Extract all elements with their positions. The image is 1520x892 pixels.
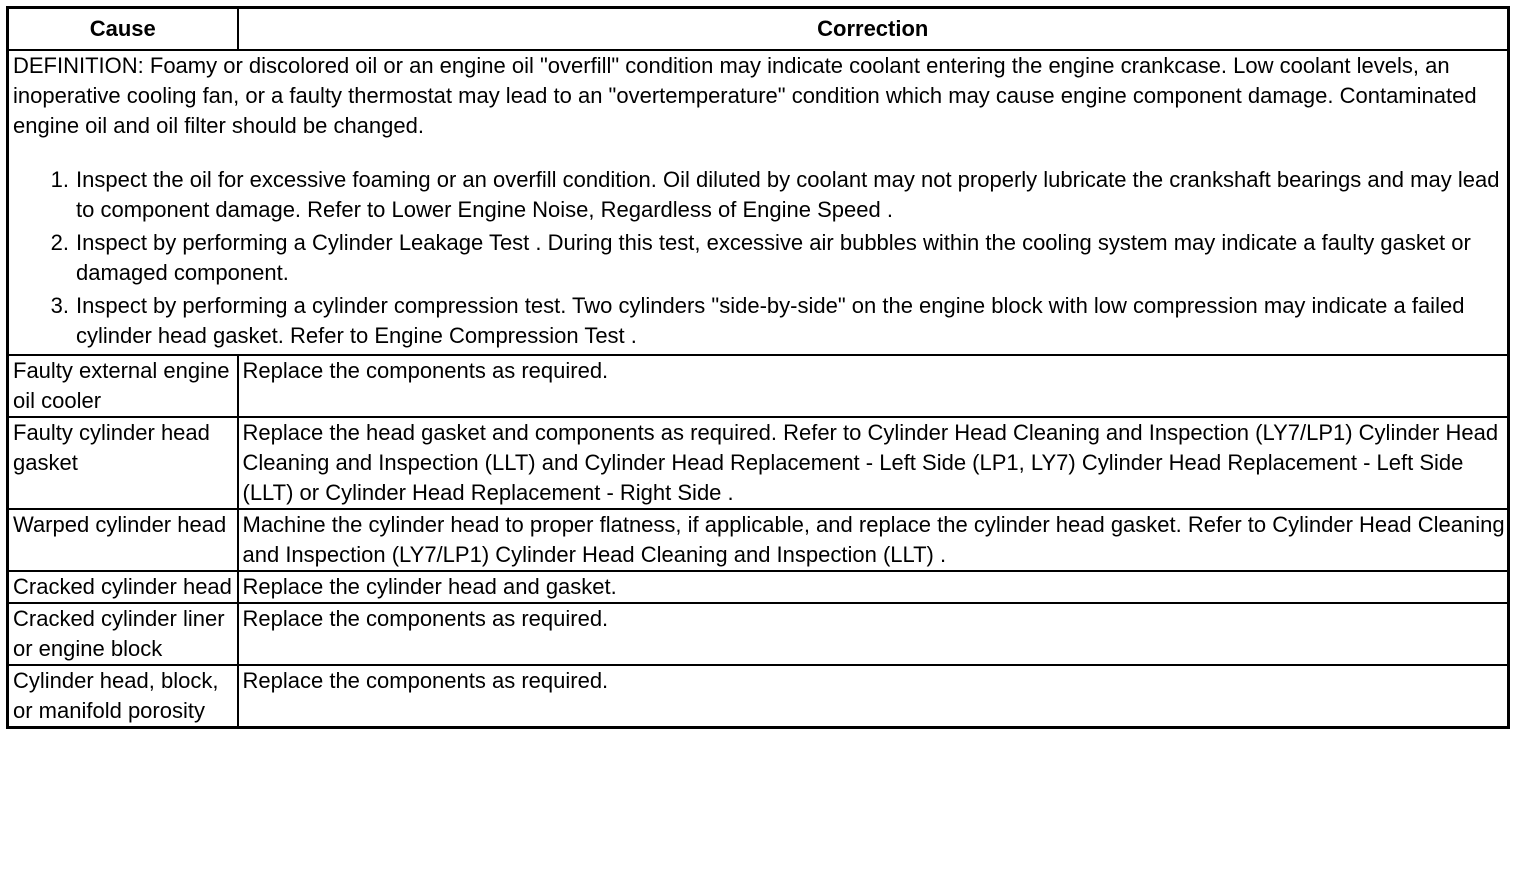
cause-cell: Cracked cylinder head: [8, 571, 238, 603]
step-text: Inspect by performing a Cylinder Leakage Test . During this test, excessive air bubbles within the cooling system may indicate a faulty gasket or damaged component.: [76, 230, 1471, 285]
cause-cell: Faulty external engine oil cooler: [8, 355, 238, 417]
definition-text: DEFINITION: Foamy or discolored oil or an engine oil "overfill" condition may indicate coolant entering the engine crankcase. Low coolant levels, an inoperative cooling fan, or a faulty thermostat may lead to an "overtemperature" condition which may cause engine component damage. Contaminated engine oil and oil filter should be changed.: [13, 53, 1477, 138]
correction-cell: Replace the cylinder head and gasket.: [238, 571, 1509, 603]
inspection-steps: [13, 165, 1507, 351]
cause-cell: Cracked cylinder liner or engine block: [8, 603, 238, 665]
cause-cell: Cylinder head, block, or manifold porosity: [8, 665, 238, 728]
step-item: [13, 228, 1507, 288]
table-row: [8, 509, 1509, 571]
definition-row: [8, 50, 1509, 355]
step-text: Inspect by performing a cylinder compression test. Two cylinders "side-by-side" on the engine block with low compression may indicate a failed cylinder head gasket. Refer to Engine Compression Test .: [76, 293, 1465, 348]
cause-cell: Warped cylinder head: [8, 509, 238, 571]
definition-cell: [8, 50, 1509, 355]
table-row: [8, 603, 1509, 665]
step-item: [13, 165, 1507, 225]
diagnostic-table: [6, 6, 1510, 729]
step-number: 3.: [50, 293, 69, 318]
step-number: 2.: [50, 230, 69, 255]
correction-cell: Machine the cylinder head to proper flatness, if applicable, and replace the cylinder head gasket. Refer to Cylinder Head Cleaning and Inspection (LY7/LP1) Cylinder Head Cleaning and Inspection (LLT) .: [238, 509, 1509, 571]
table-row: [8, 571, 1509, 603]
cause-cell: Faulty cylinder head gasket: [8, 417, 238, 509]
correction-cell: Replace the components as required.: [238, 355, 1509, 417]
table-row: [8, 417, 1509, 509]
correction-cell: Replace the components as required.: [238, 665, 1509, 728]
correction-cell: Replace the head gasket and components as required. Refer to Cylinder Head Cleaning and Inspection (LY7/LP1) Cylinder Head Cleaning and Inspection (LLT) and Cylinder Head Replacement - Left Side (LP1, LY7) Cylinder Head Replacement - Left Side (LLT) or Cylinder Head Replacement - Right Side .: [238, 417, 1509, 509]
correction-header: Correction: [238, 8, 1509, 51]
step-number: 1.: [50, 167, 69, 192]
table-row: [8, 665, 1509, 728]
correction-cell: Replace the components as required.: [238, 603, 1509, 665]
table-row: [8, 355, 1509, 417]
header-row: [8, 8, 1509, 51]
cause-header: Cause: [8, 8, 238, 51]
step-item: [13, 291, 1507, 351]
step-text: Inspect the oil for excessive foaming or an overfill condition. Oil diluted by coolant may not properly lubricate the crankshaft bearings and may lead to component damage. Refer to Lower Engine Noise, Regardless of Engine Speed .: [76, 167, 1500, 222]
